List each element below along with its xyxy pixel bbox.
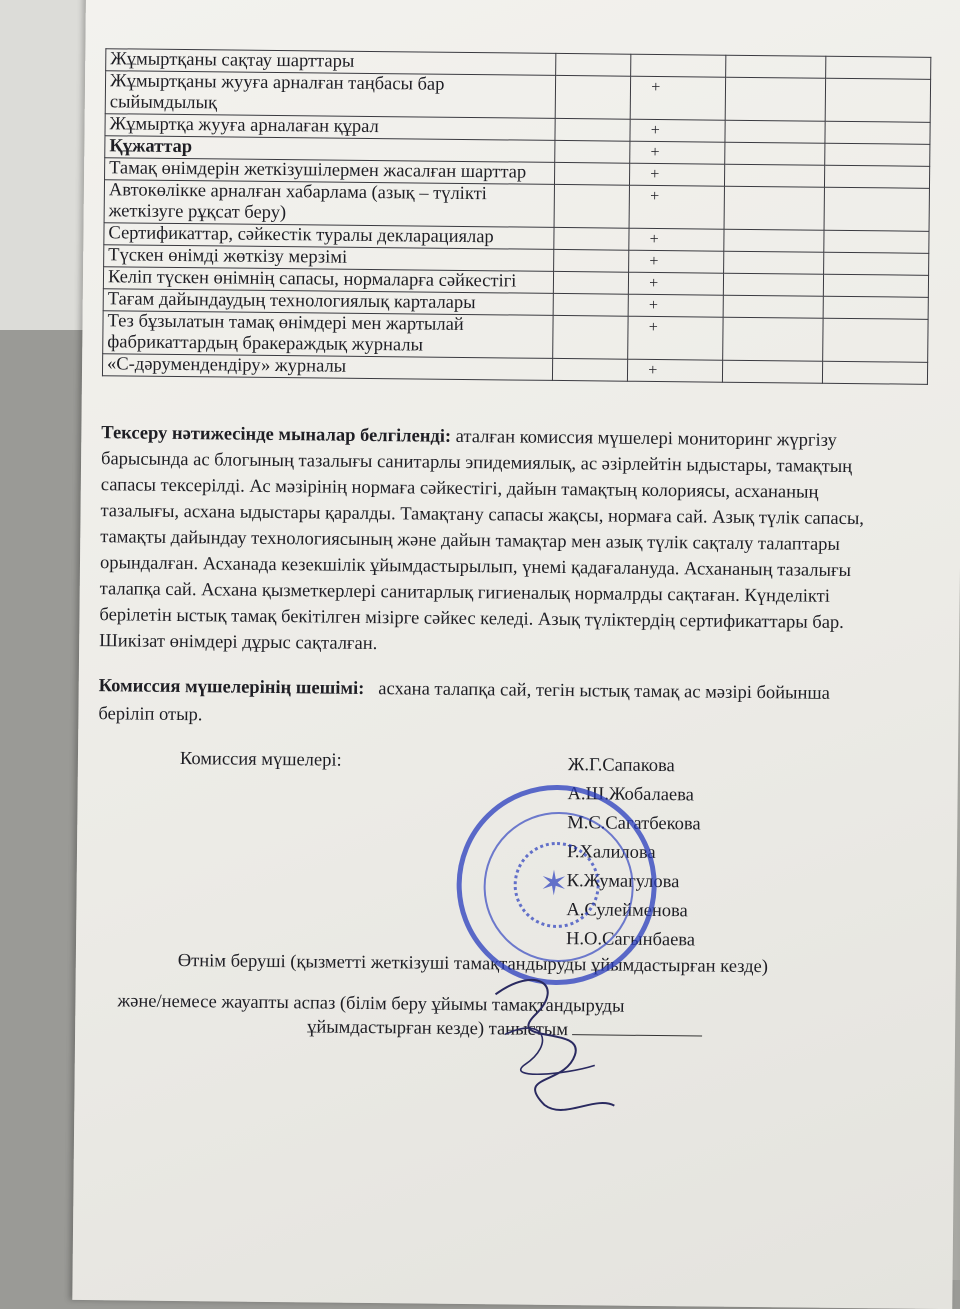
empty-cell <box>822 361 928 384</box>
acquaint-line-1: Өтнім беруші (қызметті жеткізуші тамақтандыруды ұйымдастырған кезде) <box>177 951 769 978</box>
findings-paragraph <box>99 420 891 662</box>
empty-cell <box>822 318 928 362</box>
row-mark: + <box>629 185 725 229</box>
acquaint-line-2: және/немесе жауапты аспаз (білім беру ұйымы тамақтандыруды <box>117 991 625 1017</box>
empty-cell <box>823 296 929 319</box>
row-mark: + <box>629 228 724 251</box>
member-name: Р.Халилова <box>566 842 656 864</box>
decision-lead: Комиссия мүшелерінің шешімі: <box>98 676 365 699</box>
empty-cell <box>824 165 930 188</box>
member-name: А.Сулейменова <box>566 900 688 922</box>
member-name: Н.О.Сагынбаева <box>565 929 696 951</box>
empty-cell <box>555 162 630 185</box>
empty-cell <box>726 77 826 121</box>
row-label: «С-дәрумендендіру» журналы <box>102 354 552 381</box>
row-label: Түскен өнімді жөткізу мерзімі <box>104 245 554 272</box>
row-label: Тез бұзылатын тамақ өнімдері мен жартылай фабрикаттардың бракераждық журналы <box>103 311 554 359</box>
checklist-table <box>102 48 931 385</box>
members-label: Комиссия мүшелері: <box>179 749 342 771</box>
empty-cell <box>824 143 930 166</box>
row-label: Жұмыртқа жууға арналаған құрал <box>105 114 555 141</box>
empty-cell <box>725 164 824 187</box>
empty-cell <box>554 227 629 250</box>
empty-cell <box>555 140 630 163</box>
row-mark: + <box>630 141 725 164</box>
member-name: К.Жумагулова <box>566 871 680 893</box>
empty-cell <box>555 75 631 119</box>
row-label: Жұмыртқаны жууға арналған таңбасы бар сыйымдылық <box>105 71 556 119</box>
empty-cell <box>824 187 930 231</box>
empty-cell <box>553 293 628 316</box>
empty-cell <box>724 229 823 252</box>
acquaint-line-3: ұйымдастырған кезде) таныстым <box>307 1017 569 1041</box>
empty-cell <box>553 358 628 381</box>
empty-cell <box>825 121 931 144</box>
row-mark: + <box>630 76 726 120</box>
stamp-star-icon: ✶ <box>539 863 569 905</box>
empty-cell <box>825 56 931 79</box>
row-mark: + <box>628 359 723 382</box>
row-mark <box>631 54 726 77</box>
empty-cell <box>555 118 630 141</box>
member-name: А.Ш.Жобалаева <box>567 784 695 806</box>
row-mark: + <box>630 163 725 186</box>
empty-cell <box>724 186 824 230</box>
row-mark: + <box>628 316 724 360</box>
empty-cell <box>553 315 629 359</box>
empty-cell <box>554 249 629 272</box>
empty-cell <box>823 230 929 253</box>
row-label: Сертификаттар, сәйкестік туралы декларациялар <box>104 223 554 250</box>
findings-text: аталған комиссия мүшелері мониторинг жүргізу барысында ас блогының тазалығы санитарлы эпидемиялық, ас әзірлейтін ыдыстары, тамақтың сапасы тексерілді. Ас мәзірінің нормаға сәйкестігі, дайын тамақтың колориясы, асхананың тазалығы, асхана ыдыстары қаралды. Тамақтану сапасы жақсы, нормаға сай. Азық түлік сапасы, тамақты дайындау технологиясының және дайын тамақтар мен азық түлік сақталу талаптары орындалған. Асханада кезекшілік ұйымдастырылып, үнемі қадағалануда. Асхананың тазалығы талапқа сай. Асхана қызметкерлері санитарлық гигиеналық нормалрды сақтаған. Күнделікті берілетін ыстық тамақ бекітілген мізірге сәйкес келеді. Азық түліктердің сертификаттары бар. Шикізат өнімдері дұрыс сақталған. <box>99 426 865 655</box>
decision-text: асхана талапқа сай, тегін ыстық тамақ ас мәзірі бойынша беріліп отыр. <box>98 679 830 726</box>
empty-cell <box>556 53 631 76</box>
empty-cell <box>724 295 823 318</box>
findings-lead: Тексеру нәтижесінде мыналар белгіленді: <box>101 423 452 447</box>
row-mark: + <box>629 272 724 295</box>
empty-cell <box>553 271 628 294</box>
document-page <box>72 0 960 1309</box>
empty-cell <box>725 120 824 143</box>
decision-paragraph <box>98 672 889 736</box>
empty-cell <box>726 55 825 78</box>
empty-cell <box>725 142 824 165</box>
empty-cell <box>724 251 823 274</box>
member-name: М.С.Сагатбекова <box>567 813 701 835</box>
member-name: Ж.Г.Сапакова <box>567 755 675 777</box>
empty-cell <box>723 360 822 383</box>
empty-cell <box>724 273 823 296</box>
row-mark: + <box>628 294 723 317</box>
empty-cell <box>823 274 929 297</box>
row-mark: + <box>629 250 724 273</box>
row-label: Келіп түскен өнімнің сапасы, нормаларға сәйкестігі <box>103 267 553 294</box>
empty-cell <box>825 78 931 122</box>
empty-cell <box>723 317 823 361</box>
row-label: Тағам дайындаудың технологиялық карталары <box>103 289 553 316</box>
row-label: Автокөлікке арналған хабарлама (азық – түлікті жеткізуге рұқсат беру) <box>104 180 555 228</box>
empty-cell <box>554 184 630 228</box>
handwritten-signature <box>474 954 636 1126</box>
row-mark: + <box>630 119 725 142</box>
row-label: Тамақ өнімдерін жеткізушілермен жасалған шарттар <box>105 158 555 185</box>
empty-cell <box>823 252 929 275</box>
row-label: Құжаттар <box>105 136 555 163</box>
row-label: Жұмыртқаны сақтау шарттары <box>106 49 556 76</box>
